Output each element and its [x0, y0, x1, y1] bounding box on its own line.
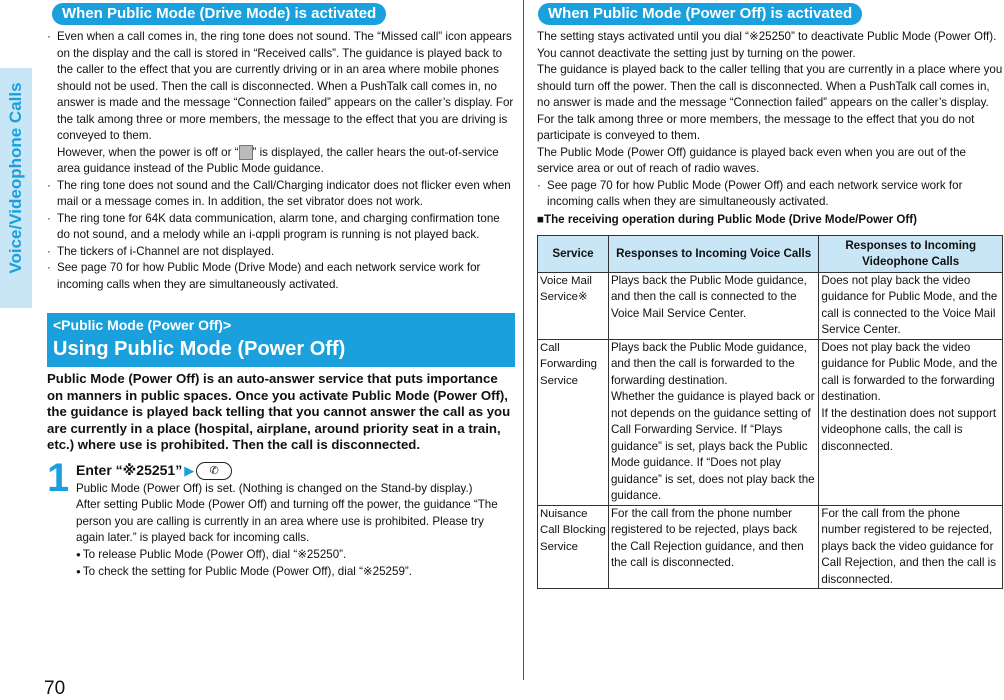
step-body — [76, 460, 515, 582]
table-cell: Call Forwarding Service — [538, 339, 609, 505]
left-column — [47, 0, 515, 582]
list-item: · See page 70 for how Public Mode (Drive Mode) and each network service work for incoming calls when they are simultaneously activated. — [47, 260, 515, 293]
step-number: 1 — [47, 455, 70, 500]
step-1 — [47, 455, 515, 582]
chapter-side-tab — [0, 0, 32, 697]
table-cell: Voice Mail Service※ — [538, 272, 609, 339]
step-bullet: ● To release Public Mode (Power Off), dial “※25250”. — [76, 547, 515, 565]
step-line: After setting Public Mode (Power Off) and turning off the power, the guidance “The person you are calling is currently in an area where use is prohibited. Please try again later.” is played back for incoming calls. — [76, 498, 498, 544]
table-caption: ■ The receiving operation during Public Mode (Drive Mode/Power Off) — [537, 212, 1003, 228]
column-divider — [523, 0, 524, 680]
chapter-title: Voice/Videophone Calls — [6, 82, 25, 274]
step-bullet: ● To check the setting for Public Mode (Power Off), dial “※25259”. — [76, 564, 515, 582]
service-table — [537, 235, 1003, 590]
table-row — [538, 505, 1003, 589]
table-cell: Does not play back the video guidance for Public Mode, and the call is connected to the Voice Mail Service Center. — [819, 272, 1003, 339]
step-heading: Enter “※25251” ▶ ✆ — [76, 460, 515, 481]
square-bullet-icon — [537, 213, 544, 226]
table-row — [538, 272, 1003, 339]
drive-mode-heading: When Public Mode (Drive Mode) is activated — [52, 3, 386, 25]
power-off-list — [537, 178, 1003, 211]
table-row — [538, 339, 1003, 505]
table-header: Service — [538, 235, 609, 272]
power-off-text: The setting stays activated until you dial “※25250” to deactivate Public Mode (Power Off). You cannot deactivate the setting just by turning on the power. — [537, 30, 997, 60]
arrow-icon: ▶ — [184, 462, 195, 478]
list-item: · See page 70 for how Public Mode (Power Off) and each network service work for incoming calls when they are simultaneously activated. — [537, 178, 1003, 211]
table-header: Responses to Incoming Videophone Calls — [819, 235, 1003, 272]
table-cell: Nuisance Call Blocking Service — [538, 505, 609, 589]
section-intro: Public Mode (Power Off) is an auto-answer service that puts importance on manners in public spaces. Once you activate Public Mode (Power Off), the guidance is played back telling that you cannot answer the call as you are currently in a place (hospital, airplane, around priority seat in a train, etc.) where use is prohibited. Then the call is disconnected. — [47, 371, 511, 452]
list-item: · The tickers of i-Channel are not displayed. — [47, 244, 515, 261]
table-header: Responses to Incoming Voice Calls — [608, 235, 818, 272]
section-banner — [47, 313, 515, 367]
drive-mode-list — [47, 29, 515, 293]
power-off-text: The Public Mode (Power Off) guidance is played back even when you are out of the service area or out of reach of radio waves. — [537, 145, 967, 175]
table-cell: For the call from the phone number registered to be rejected, plays back the video guidance for Call Rejection, and then the call is disconnected. — [819, 505, 1003, 589]
table-cell: Plays back the Public Mode guidance, and then the call is forwarded to the forwarding destination. Whether the guidance is played back or not depends on the guidance setting of Call Forwarding Service. If “Plays guidance” is set, plays back the Public Mode guidance. If “Does not play guidance” is set, does not play back the guidance. — [608, 339, 818, 505]
power-off-text: The guidance is played back to the caller telling that you are currently in a place where you should turn off the power. Then the call is disconnected. When a PushTalk call comes in, no answer is made and the message “Connection failed” appears on the caller’s display. For the talk among three or more members, the message to the effect that you do not participate is conveyed to them. — [537, 63, 1003, 142]
table-header-row — [538, 235, 1003, 272]
table-cell: Plays back the Public Mode guidance, and then the call is connected to the Voice Mail Service Center. — [608, 272, 818, 339]
list-item: · Even when a call comes in, the ring tone does not sound. The “Missed call” icon appears on the display and the call is stored in “Received calls”. The guidance is played back to the caller to the effect that you are currently driving or in an area where mobile phones should not be used. Then the call is disconnected. When a PushTalk call comes in, no answer is made and the message “Connection failed” appears on the caller’s display. For the talk among three or more members, the message to the effect that you are driving is conveyed to them. However, when the power is off or “ ” is displayed, the caller hears the out-of-service area guidance instead of the Public Mode guidance. — [47, 29, 515, 178]
power-off-heading: When Public Mode (Power Off) is activated — [538, 3, 862, 25]
step-line: Public Mode (Power Off) is set. (Nothing is changed on the Stand-by display.) — [76, 481, 473, 495]
out-of-service-icon — [239, 145, 253, 160]
banner-title: Using Public Mode (Power Off) — [53, 338, 346, 360]
table-cell: For the call from the phone number registered to be rejected, plays back the Call Rejection guidance, and then the call is disconnected. — [608, 505, 818, 589]
page-number: 70 — [44, 678, 66, 699]
banner-subtitle: <Public Mode (Power Off)> — [53, 317, 232, 333]
list-item: · The ring tone does not sound and the Call/Charging indicator does not flicker even when mail or a message comes in. In addition, the set vibrator does not work. — [47, 178, 515, 211]
drive-note: However, when the power is off or “ ” is displayed, the caller hears the out-of-service area guidance instead of the Public Mode guidance. — [57, 145, 499, 175]
table-cell: Does not play back the video guidance for Public Mode, and the call is forwarded to the forwarding destination. If the destination does not support videophone calls, the call is disconnected. — [819, 339, 1003, 505]
right-column — [537, 0, 1003, 589]
list-item: · The ring tone for 64K data communication, alarm tone, and charging confirmation tone do not sound, and a melody while an i-αppli program is running is not played back. — [47, 211, 515, 244]
call-key-icon: ✆ — [196, 462, 232, 480]
